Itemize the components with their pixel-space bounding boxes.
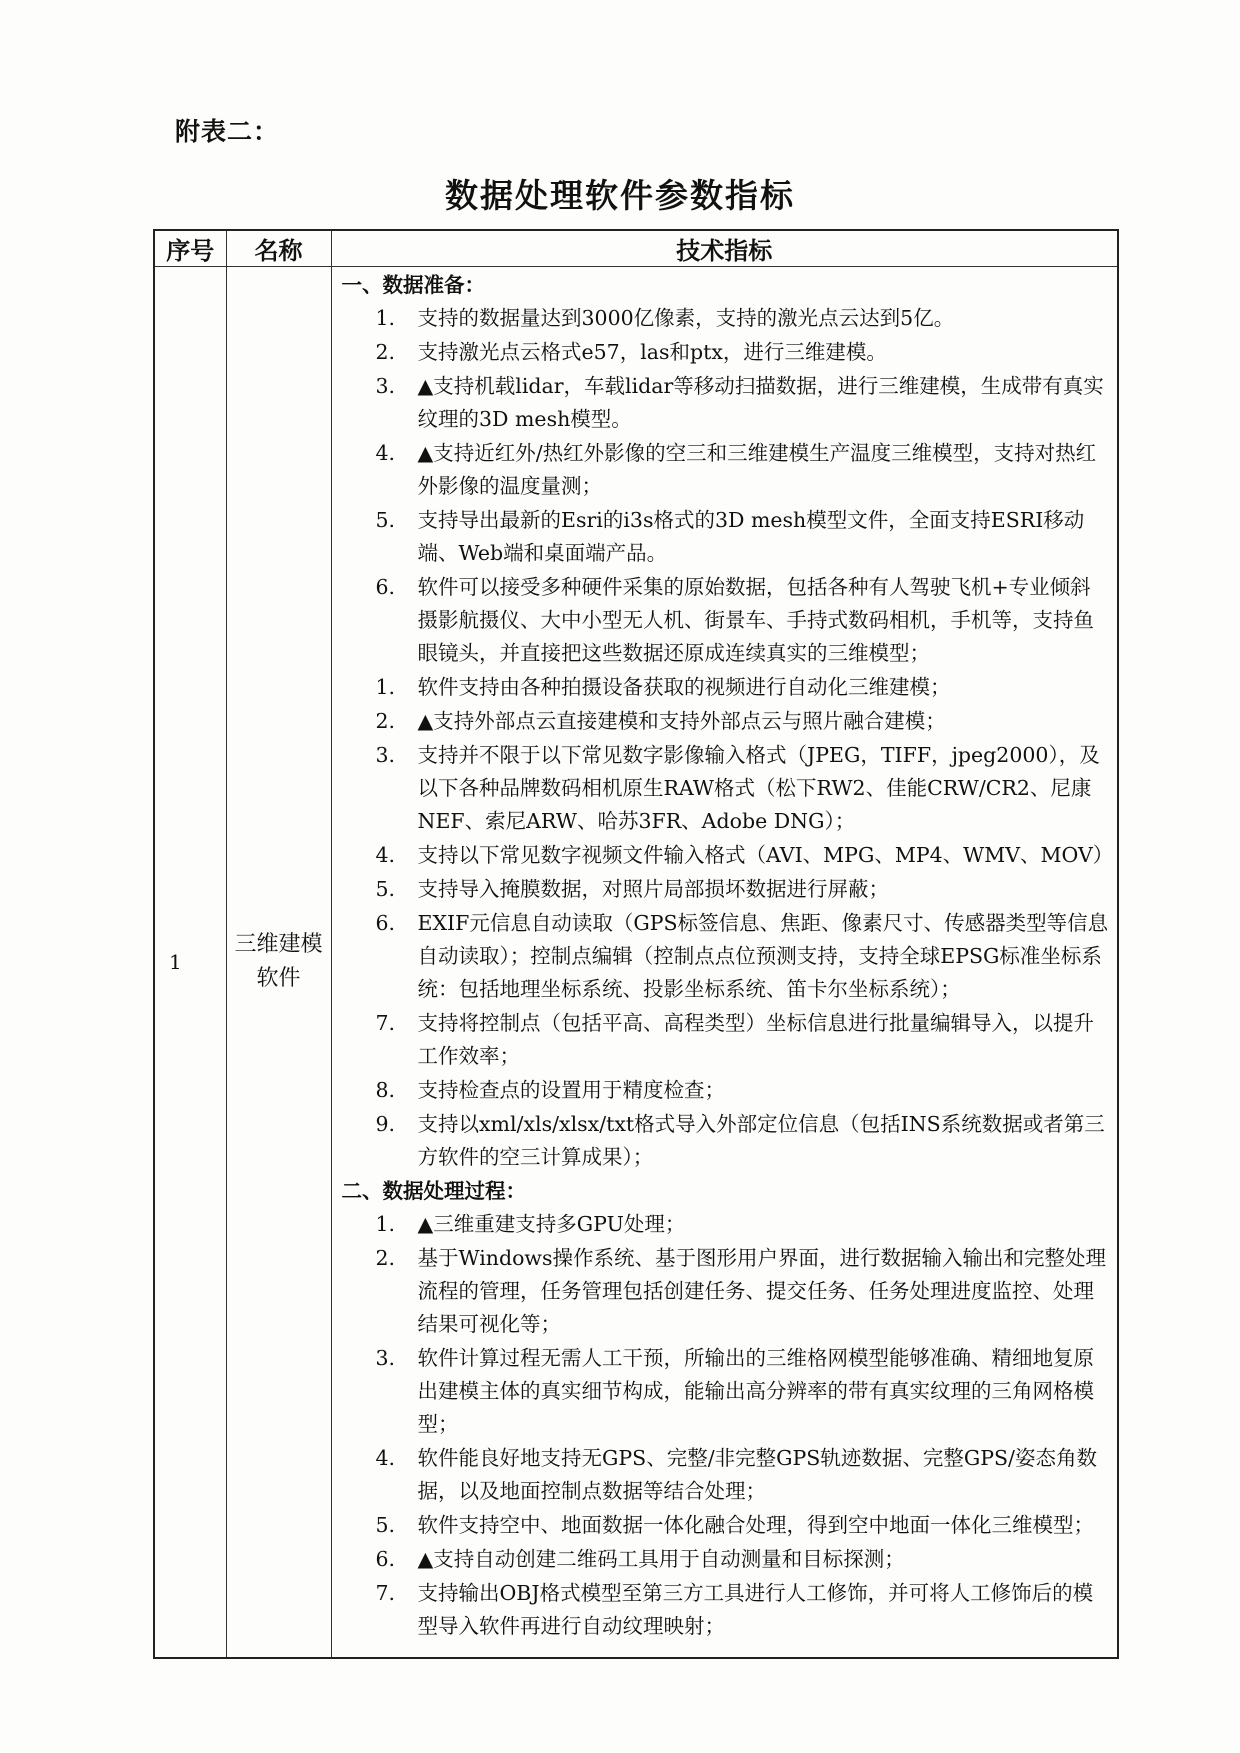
list-item	[336, 302, 1112, 335]
list-item	[336, 504, 1112, 570]
header-name: 名称	[226, 230, 331, 267]
list-item	[336, 1208, 1112, 1241]
list-item	[336, 1007, 1112, 1073]
item-text: 支持激光点云格式e57，las和ptx，进行三维建模。	[417, 340, 887, 364]
item-number: 1.	[375, 306, 396, 330]
spec-table	[153, 229, 1119, 1659]
list-item	[336, 907, 1112, 1006]
list-item	[336, 1442, 1112, 1508]
list-item	[336, 1342, 1112, 1441]
item-text: ▲支持近红外/热红外影像的空三和三维建模生产温度三维模型，支持对热红外影像的温度量测；	[417, 441, 1097, 498]
list-item	[336, 873, 1112, 906]
item-number: 2.	[375, 1246, 396, 1270]
section-heading: 一、数据准备：	[341, 273, 485, 297]
item-number: 5.	[375, 508, 396, 532]
item-number: 3.	[375, 1346, 396, 1370]
list-item	[336, 1242, 1112, 1341]
item-text: 支持将控制点（包括平高、高程类型）坐标信息进行批量编辑导入，以提升工作效率；	[417, 1011, 1094, 1068]
item-text: ▲支持机载lidar，车载lidar等移动扫描数据，进行三维建模，生成带有真实纹理的3D mesh模型。	[417, 374, 1104, 431]
annex-label: 附表二：	[175, 117, 280, 146]
item-text: 支持导入掩膜数据，对照片局部损坏数据进行屏蔽；	[417, 877, 889, 901]
list-item	[336, 336, 1112, 369]
item-number: 4.	[375, 1446, 396, 1470]
section-item-list	[336, 1208, 1112, 1643]
row-name: 三维建模软件	[226, 267, 331, 1659]
spec-sections	[336, 269, 1112, 1643]
row-spec	[331, 267, 1118, 1659]
item-text: 软件支持由各种拍摄设备获取的视频进行自动化三维建模；	[417, 675, 951, 699]
item-number: 4.	[375, 441, 396, 465]
list-item	[336, 839, 1112, 872]
table-row	[154, 267, 1118, 1659]
item-number: 7.	[375, 1581, 396, 1605]
item-text: ▲三维重建支持多GPU处理；	[417, 1212, 686, 1236]
list-item	[336, 739, 1112, 838]
list-item	[336, 1074, 1112, 1107]
item-number: 6.	[375, 1547, 396, 1571]
list-item	[336, 437, 1112, 503]
item-text: 支持并不限于以下常见数字影像输入格式（JPEG，TIFF，jpeg2000），及以下各种品牌数码相机原生RAW格式（松下RW2、佳能CRW/CR2、尼康NEF、索尼ARW、哈苏3FR、Adobe DNG）；	[417, 743, 1100, 833]
item-text: 软件可以接受多种硬件采集的原始数据，包括各种有人驾驶飞机+专业倾斜摄影航摄仪、大中小型无人机、街景车、手持式数码相机，手机等，支持鱼眼镜头，并直接把这些数据还原成连续真实的三维模型；	[417, 575, 1094, 665]
item-number: 1.	[375, 1212, 396, 1236]
item-text: 支持的数据量达到3000亿像素，支持的激光点云达到5亿。	[417, 306, 955, 330]
item-number: 6.	[375, 575, 396, 599]
item-text: 软件能良好地支持无GPS、完整/非完整GPS轨迹数据、完整GPS/姿态角数据，以及地面控制点数据等结合处理；	[417, 1446, 1097, 1503]
item-text: EXIF元信息自动读取（GPS标签信息、焦距、像素尺寸、传感器类型等信息自动读取）；控制点编辑（控制点点位预测支持，支持全球EPSG标准坐标系统：包括地理坐标系统、投影坐标系统、笛卡尔坐标系统）；	[417, 911, 1109, 1001]
document-title: 数据处理软件参数指标	[445, 176, 795, 215]
item-text: 基于Windows操作系统、基于图形用户界面，进行数据输入输出和完整处理流程的管理，任务管理包括创建任务、提交任务、任务处理进度监控、处理结果可视化等；	[417, 1246, 1106, 1336]
item-text: ▲支持自动创建二维码工具用于自动测量和目标探测；	[417, 1547, 905, 1571]
list-item	[336, 1577, 1112, 1643]
list-item	[336, 1108, 1112, 1174]
item-number: 6.	[375, 911, 396, 935]
section-heading: 二、数据处理过程：	[341, 1179, 526, 1203]
list-item	[336, 1543, 1112, 1576]
item-number: 3.	[375, 743, 396, 767]
item-text: 软件支持空中、地面数据一体化融合处理，得到空中地面一体化三维模型；	[417, 1513, 1094, 1537]
section-item-list	[336, 302, 1112, 1174]
header-spec: 技术指标	[331, 230, 1118, 267]
row-number: 1	[154, 267, 226, 1659]
list-item	[336, 370, 1112, 436]
list-item	[336, 671, 1112, 704]
item-number: 3.	[375, 374, 396, 398]
table-header-row	[154, 230, 1118, 267]
item-text: 支持以xml/xls/xlsx/txt格式导入外部定位信息（包括INS系统数据或者第三方软件的空三计算成果）；	[417, 1112, 1105, 1169]
item-text: ▲支持外部点云直接建模和支持外部点云与照片融合建模；	[417, 709, 946, 733]
item-text: 软件计算过程无需人工干预，所输出的三维格网模型能够准确、精细地复原出建模主体的真实细节构成，能输出高分辨率的带有真实纹理的三角网格模型；	[417, 1346, 1094, 1436]
header-no: 序号	[154, 230, 226, 267]
item-number: 2.	[375, 340, 396, 364]
item-number: 8.	[375, 1078, 396, 1102]
item-number: 5.	[375, 877, 396, 901]
item-number: 9.	[375, 1112, 396, 1136]
item-number: 2.	[375, 709, 396, 733]
list-item	[336, 705, 1112, 738]
item-number: 7.	[375, 1011, 396, 1035]
item-text: 支持输出OBJ格式模型至第三方工具进行人工修饰，并可将人工修饰后的模型导入软件再进行自动纹理映射；	[417, 1581, 1094, 1638]
item-number: 4.	[375, 843, 396, 867]
item-number: 5.	[375, 1513, 396, 1537]
item-text: 支持检查点的设置用于精度检查；	[417, 1078, 725, 1102]
item-text: 支持导出最新的Esri的i3s格式的3D mesh模型文件，全面支持ESRI移动端、Web端和桌面端产品。	[417, 508, 1085, 565]
list-item	[336, 571, 1112, 670]
item-text: 支持以下常见数字视频文件输入格式（AVI、MPG、MP4、WMV、MOV）	[417, 843, 1114, 867]
item-number: 1.	[375, 675, 396, 699]
list-item	[336, 1509, 1112, 1542]
